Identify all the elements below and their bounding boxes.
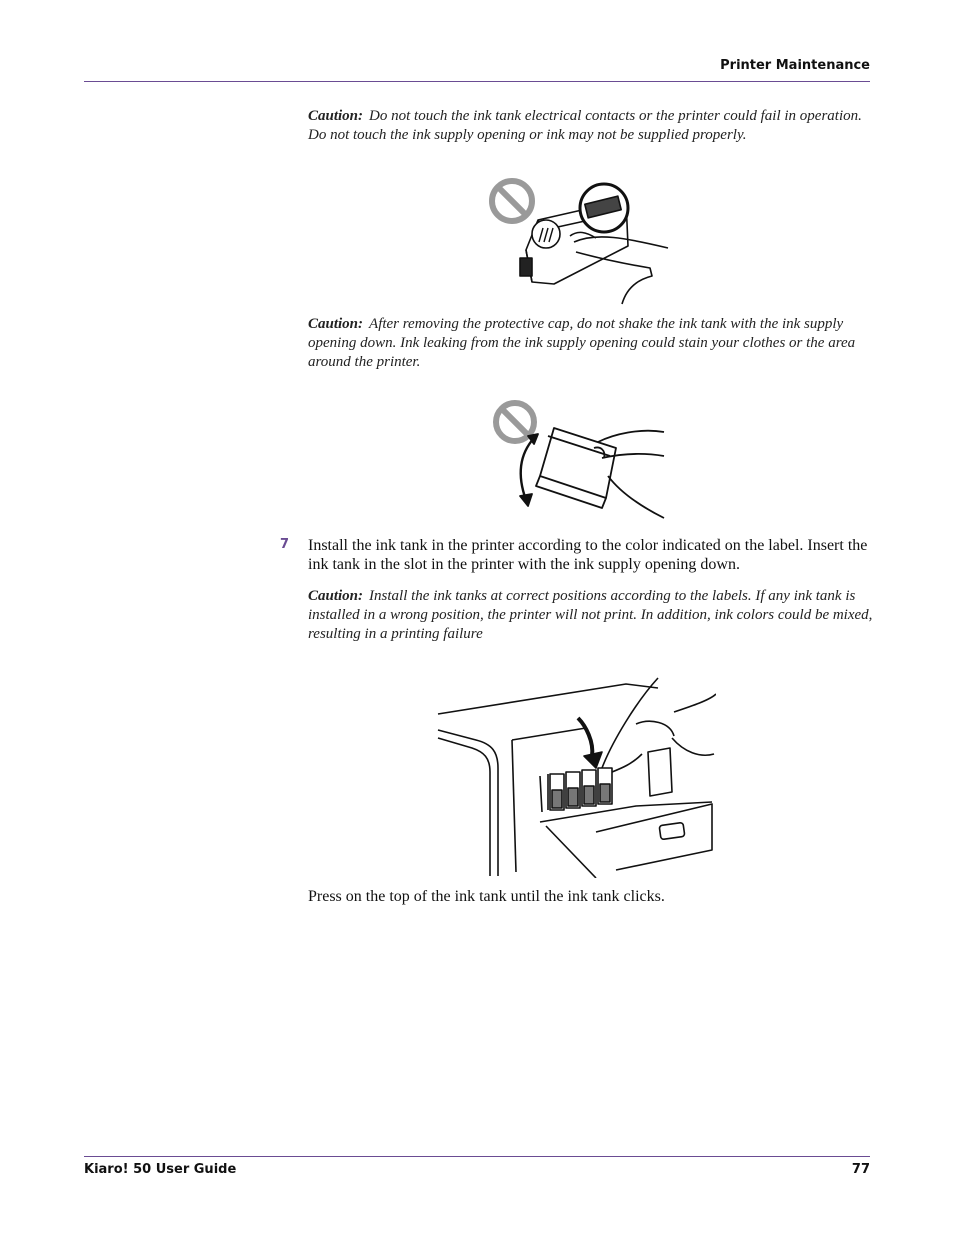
figure-no-touch-contacts (486, 172, 672, 308)
step-instruction: Install the ink tank in the printer according to the color indicated on the label. Insert the ink tank in the slot in the printer with the ink supply opening down. (308, 537, 868, 573)
caution-text: After removing the protective cap, do not shake the ink tank with the ink supply opening down. Ink leaking from the ink supply opening could stain your clothes or the area around the printer. (308, 316, 856, 370)
footer-guide-title: Kiaro! 50 User Guide (84, 1162, 237, 1177)
caution-note-shake (308, 315, 873, 372)
header-title: Printer Maintenance (720, 58, 870, 73)
caution-text: Do not touch the ink tank electrical contacts or the printer could fail in operation. Do not touch the ink supply opening or ink may not be supplied properly. (308, 108, 862, 143)
figure-no-shake-tank (490, 396, 668, 524)
caution-text: Install the ink tanks at correct positions according to the labels. If any ink tank is installed in a wrong position, the printer will not print. In addition, ink colors could be mixed, resulting in a printing failure (308, 588, 873, 642)
header-rule (84, 81, 870, 82)
no-touch-contacts-illustration (486, 172, 672, 308)
caution-label: Caution: (308, 316, 364, 332)
footer-page-number: 77 (851, 1162, 870, 1177)
figure-install-ink-tank (436, 672, 716, 878)
caution-label: Caution: (308, 108, 364, 124)
caution-note-contacts (308, 107, 873, 145)
footer-rule (84, 1156, 870, 1157)
press-tank-instruction: Press on the top of the ink tank until the ink tank clicks. (308, 888, 665, 905)
caution-note-positions (308, 587, 873, 644)
no-shake-tank-illustration (490, 396, 668, 524)
caution-label: Caution: (308, 588, 364, 604)
step-number: 7 (280, 537, 290, 552)
install-ink-tank-illustration (436, 672, 716, 878)
